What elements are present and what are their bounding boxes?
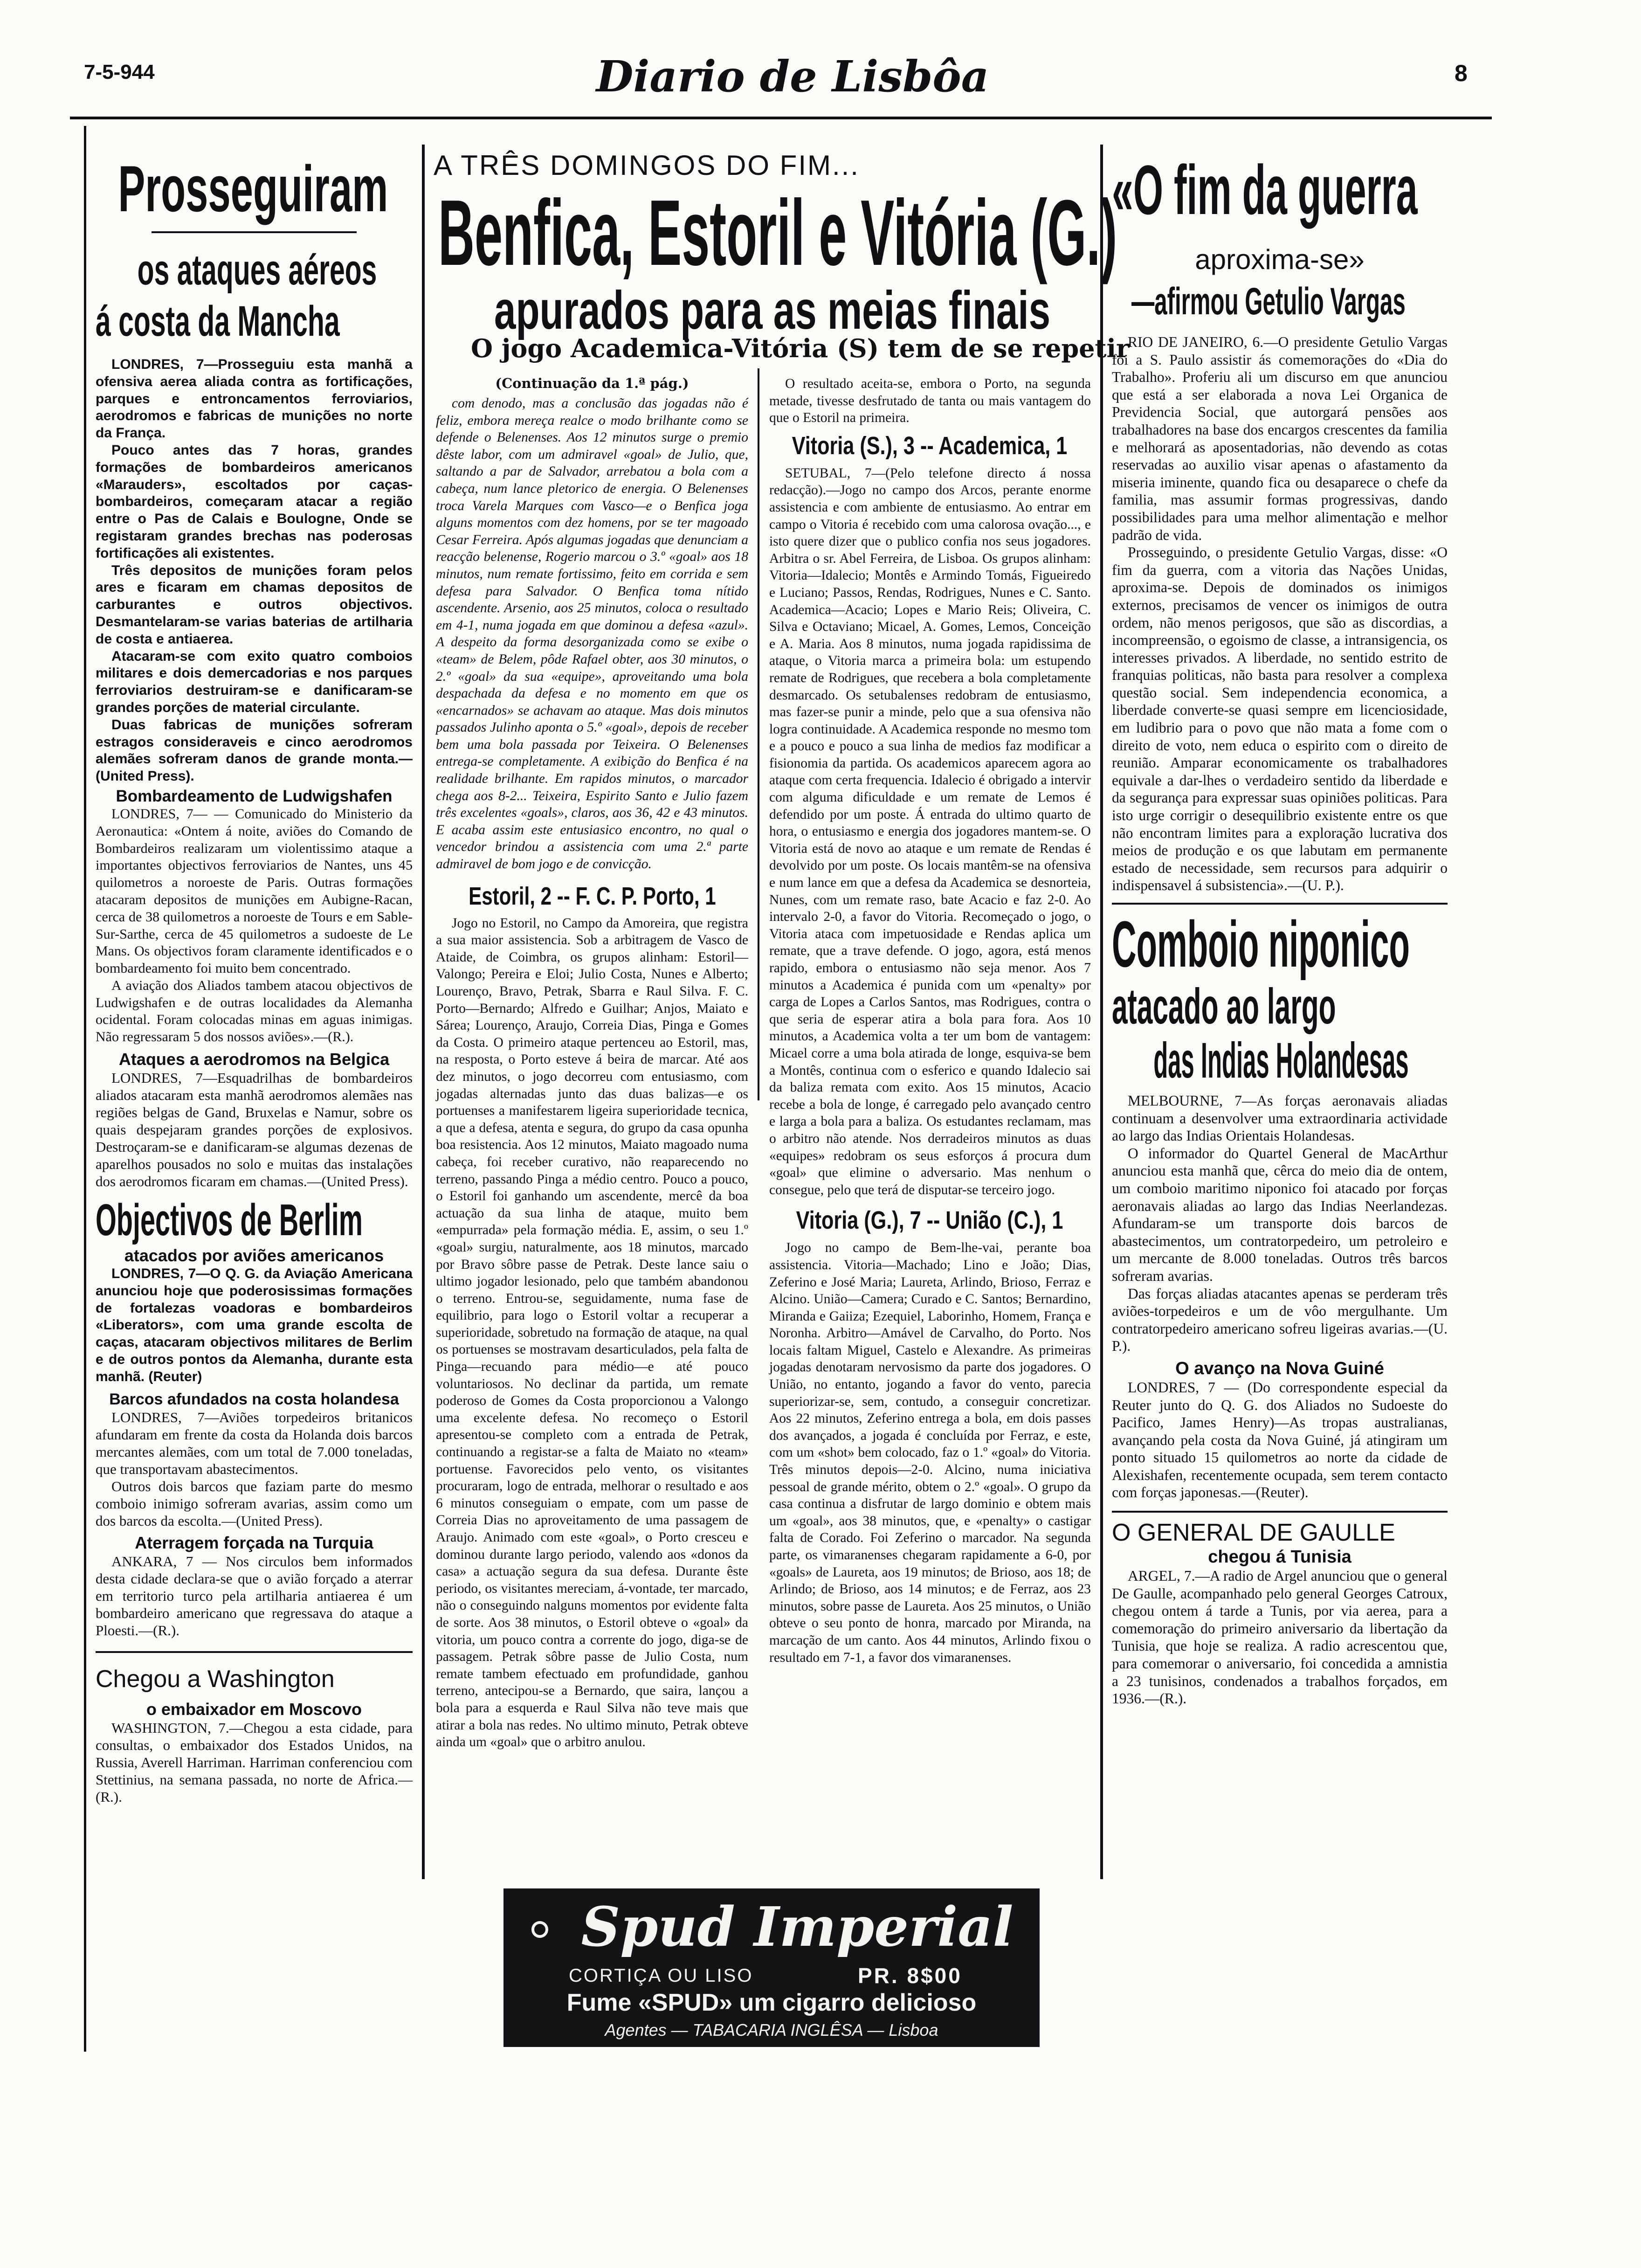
article-nova-guine <box>1112 1379 1448 1501</box>
article-comboio <box>1112 1092 1448 1355</box>
paragraph: MELBOURNE, 7—As forças aeronavais aliadas continuam a desenvolver uma extraordinaria actividade ao largo das Indias Orientais Holandesas. <box>1112 1093 1448 1144</box>
center-headline-3: O jogo Academica-Vitória (S) tem de se repetir <box>471 333 1130 363</box>
heading-nova-guine: O avanço na Nova Guiné <box>1175 1358 1384 1378</box>
masthead-title: Diario de Lisbôa <box>596 51 989 102</box>
heading-belgica: Ataques a aerodromos na Belgica <box>118 1050 390 1069</box>
article-getulio-vargas <box>1112 333 1448 894</box>
paragraph: Das forças aliadas atacantes apenas se perderam três aviões-torpedeiros e um de vôo mergulhante. Um contratorpedeiro americano sofreu ligeiras avarias.—(U. P.). <box>1112 1285 1448 1355</box>
ad-cork-line: CORTIÇA OU LISO <box>569 1965 753 1986</box>
article-belgica <box>96 1069 413 1190</box>
heading-turquia: Aterragem forçada na Turquia <box>135 1533 373 1552</box>
subheading-washington: o embaixador em Moscovo <box>146 1699 362 1719</box>
estoril-conclusion <box>769 375 1091 427</box>
article-barcos <box>96 1409 413 1529</box>
vitoria-uniao-report <box>769 1239 1091 1666</box>
ad-price: PR. 8$00 <box>858 1964 962 1988</box>
advertisement-spud <box>503 1888 1040 2047</box>
ad-agents: Agentes — TABACARIA INGLÊSA — Lisboa <box>605 2020 938 2040</box>
page-number: 8 <box>1455 60 1468 86</box>
paragraph: Duas fabricas de munições sofreram estragos consideraveis e cinco aerodromos alemães sofreram danos de grande monta.—(United Press). <box>96 717 413 784</box>
article-berlim <box>96 1265 413 1386</box>
right-column <box>1112 149 1448 1708</box>
center-headline-2: apurados para as meias finais <box>494 280 1051 340</box>
paragraph: RIO DE JANEIRO, 6.—O presidente Getulio Vargas foi a S. Paulo assistir ás comemorações do «Dia do Trabalho». Proferiu ali um discurso em que anunciou que está a ser elaborada a nova Lei Organica de Previdencia Social, que autorgará pensões aos trabalhadores na base dos encargos crescentes da familia e melhorará as aposentadorias, não devendo as cotas reservadas ao auxilio visar apenas o afastamento da miseria iminente, quando fica ou desaparece o chefe da familia, mas assumir formas progressivas, dando possibilidades para uma melhor alimentação e melhor padrão de vida. <box>1112 334 1448 543</box>
heading-washington: Chegou a Washington <box>96 1665 335 1693</box>
paragraph: O resultado aceita-se, embora o Porto, na segunda metade, tivesse desfrutado de tanta ou mais vantagem do que o Estoril na primeira. <box>769 376 1091 426</box>
article-ataques-aereos <box>96 356 413 785</box>
paragraph: O informador do Quartel General de MacArthur anunciou esta manhã que, cêrca do meio dia de ontem, um comboio maritimo niponico foi atacado por forças aeronavais aliadas ao largo das Indias Neerlandezas. Afundaram-se um transporte dois barcos de abastecimentos, um contratorpedeiro, um petroleiro e um mercante de 8.000 toneladas. Outros três barcos sofreram avarias. <box>1112 1145 1448 1284</box>
article-turquia <box>96 1553 413 1639</box>
heading-de-gaulle: O GENERAL DE GAULLE <box>1112 1519 1395 1547</box>
subheadline-ataques: os ataques aéreos <box>137 246 377 294</box>
left-column <box>96 149 413 1805</box>
continuation-note: (Continuação da 1.ª pág.) <box>495 375 689 391</box>
paragraph: SETUBAL, 7—(Pelo telefone directo á nossa redacção).—Jogo no campo dos Arcos, perante enorme assistencia e com ambiente de entusiasmo. Ao entrar em campo o Vitoria é recebido com uma calorosa ovação..., e isto quere dizer que o publico confia nos seus jogadores. Arbitra o sr. Abel Ferreira, de Lisboa. Os grupos alinham: Vitoria—Idalecio; Montês e Armindo Tomás, Figueiredo e Luciano; Passos, Rendas, Rodrigues, Nunes e C. Santo. Academica—Acacio; Lopes e Mario Reis; Oliveira, C. Silva e Octaviano; Micael, A. Gomes, Lemos, Conceição e A. Maria. Aos 8 minutos, numa jogada rapidissima de ataque, o Vitoria marca a primeira bola: um estupendo remate de Rodrigues, que recebera a bola completamente desmarcado. Os setubalenses redobram de entusiasmo, mas fazer-se punir a minde, pelo que a sua ofensiva não logra continuidade. A Academica responde no mesmo tom e a pouco e pouco a sua linha de medios faz modificar a fisionomia da partida. Os academicos aparecem agora ao ataque com certa frequencia. Idalecio é obrigado a intervir com alguma dificuldade e um remate de Lemos é defendido por um poste. Á entrada do ultimo quarto de hora, o entusiasmo e energia dos jogadores mantem-se. O Vitoria está de novo ao ataque e um remate de Rendas é devolvido por um poste. Os locais mantêm-se na ofensiva e num lance em que a defesa da Academica se desnorteia, Nunes, com um remate raso, bate Acacio e faz 2-0. Ao intervalo 2-0, a favor do Vitoria. Recomeçado o jogo, o Vitoria ataca com impetuosidade e Rendas aplica um remate, que a trave defende. O jogo, agora, está menos rapido, embora o entusiasmo não seja menor. Aos 7 minutos a Academica é punida com um «penalty» por carga de Lopes a Carlos Santos, mas Rodrigues, contra o que seria de esperar atira a bola para fora. Aos 10 minutos, a Academica volta a ter um bom de vantagem: Micael corre a uma bola atirada de longe, esquiva-se bem a Montês, continua com o esferico e quando Idalecio sai da baliza remata com exito. Aos 15 minutos, Acacio recebe a bola de longe, é carregado pelo avançado centro e larga a bola para a baliza. Os estudantes reclamam, mas o arbitro não atende. Nos derradeiros minutos as duas «equipes» redobram os seus esforços á procura dum «goal» que elimine o adversario. Mas nenhum o consegue, pelo que terá de disputar-se terceiro jogo. <box>769 465 1091 1197</box>
paragraph: LONDRES, 7 — (Do correspondente especial da Reuter junto do Q. G. dos Aliados no Sudoeste do Pacifico, James Henry)—As tropas australianas, avançando pela costa da Nova Guiné, já atingiram um ponto situado 15 quilometros ao norte da cidade de Alexishafen, recentemente ocupada, sem terem contacto com forças japonesas.—(Reuter). <box>1112 1379 1448 1501</box>
heading-estoril-porto: Estoril, 2 -- F. C. P. Porto, 1 <box>469 882 716 910</box>
paragraph: com denodo, mas a conclusão das jogadas não é feliz, embora mereça realce o modo brilhante como se defende o Belenenses. Aos 12 minutos surge o premio dêste labor, com um admiravel «goal» de Julio, que, saltando a par de Salvador, arrebatou a bola com a cabeça, num lance pletorico de energia. O Belenenses troca Varela Marques com Vasco—e o Benfica joga alguns momentos com dez homens, por se ter magoado Cesar Ferreira. Após algumas jogadas que denunciam a reacção belenense, Rogerio marcou o 3.º «goal» aos 18 minutos, num remate fortissimo, feito em corrida e sem defesa para Salvador. O Benfica toma nítido ascendente. Arsenio, aos 25 minutos, coloca o resultado em 4-1, numa jogada em que dominou a defesa «azul». A despeito da forma desorganizada como se exibe o «team» de Belem, pôde Rafael obter, aos 30 minutos, o 2.º «goal» da sua «equipe», aproveitando uma bola despachada da defesa e no momento em que os «encarnados» se achavam ao ataque. Mas dois minutos passados Julinho aponta o 5.º «goal», depois de receber bem uma bola passada por Teixeira. O Belenenses entrega-se completamente. A exibição do Benfica é na realidade brilhante. Em rapidos minutos, o marcador chega aos 8-2... Teixeira, Espirito Santo e Julio fazem três excelentes «goals», claros, aos 36, 42 e 43 minutos. E acaba assim este entusiasico encontro, no qual o vencedor brindou a assistencia com uma 2.ª parte admiravel de bom jogo e de convicção. <box>436 396 748 872</box>
heading-ludwigshafen: Bombardeamento de Ludwigshafen <box>116 787 393 805</box>
subheading-berlim: atacados por aviões americanos <box>124 1246 384 1265</box>
estoril-report <box>436 915 748 1751</box>
subheadline-mancha: á costa da Mancha <box>96 297 340 345</box>
article-ludwigshafen <box>96 806 413 1046</box>
divider <box>1112 1511 1448 1513</box>
heading-barcos: Barcos afundados na costa holandesa <box>109 1390 399 1408</box>
headline-prosseguiram: Prosseguiram <box>118 152 388 225</box>
subheadline-getulio-vargas: —afirmou Getulio Vargas <box>1131 280 1406 323</box>
headline-comboio: Comboio niponico <box>1112 907 1410 981</box>
paragraph: ANKARA, 7 — Nos circulos bem informados desta cidade declara-se que o avião forçado a aterrar em territorio turco pela artilharia antiaerea é um bombardeiro americano que regressava do ataque a Ploesti.—(R.). <box>96 1553 413 1639</box>
column-divider-3 <box>758 368 759 1100</box>
divider <box>96 1651 413 1653</box>
center-left-column <box>436 375 748 1751</box>
ad-brand: Spud Imperial <box>581 1895 1014 1959</box>
divider <box>1112 903 1448 905</box>
paragraph: LONDRES, 7—O Q. G. da Aviação Americana anunciou hoje que poderosissimas formações de fortalezas voadoras e bombardeiros «Liberators», com uma grande escolta de caças, atacaram objectivos militares de Berlim e de outros pontos da Alemanha, durante esta manhã. (Reuter) <box>96 1266 413 1384</box>
masthead-date: 7-5-944 <box>84 61 155 83</box>
center-kicker: A TRÊS DOMINGOS DO FIM... <box>434 150 860 181</box>
masthead-rule <box>70 117 1492 119</box>
paragraph: Prosseguindo, o presidente Getulio Vargas, disse: «O fim da guerra, com a vitoria das Nações Unidas, aproxima-se. Depois de dominados os inimigos externos, precisamos de vencer os inimigos de outra ordem, não menos perigosos, que são as discordias, a incompreensão, o egoismo de classe, a intransigencia, os interesses privados. A liberdade, no sentido estrito de franquias politicas, não basta para resolver a complexa questão social. Sem independencia economica, a liberdade converte-se quasi sempre em licenciosidade, em ludibrio para o povo que não mata a fome com o direito de voto, nem educa o espirito com o direito de reunião. Amparar economicamente os trabalhadores equivale a dar-lhes o verdadeiro sentido da liberdade e da segurança para expressar suas opiniões politicas. Para isto urge corrigir o desequilibrio existente entre os que não encontram limites para a exploração lucrativa dos meios de produção e os que labutam em permanente estado de necessidade, sem recursos para adquirir o indispensavel á subsistencia».—(U. P.). <box>1112 544 1448 894</box>
subheadline-atacado: atacado ao largo <box>1112 978 1336 1034</box>
heading-vitoria-uniao: Vitoria (G.), 7 -- União (C.), 1 <box>796 1206 1063 1235</box>
divider <box>152 231 357 233</box>
paragraph: Jogo no campo de Bem-lhe-vai, perante boa assistencia. Vitoria—Machado; Lino e João; Dias, Zeferino e José Maria; Laureta, Arlindo, Brioso, Ferraz e Alcino. União—Camera; Curado e C. Santos; Bernardino, Miranda e Gaiiza; Ezequiel, Laborinho, Homem, França e Noronha. Arbitro—Amável de Carvalho, do Porto. Nos locais faltam Miguel, Castelo e Alexandre. As primeiras jogadas denotaram nervosismo da parte dos jogadores. O União, no entanto, jogando a favor do vento, parecia superiorizar-se, sem, contudo, a conseguir concretizar. Aos 22 minutos, Zeferino entrega a bola, em dois passes dos avançados, a jogada é concluída por Ferraz, e este, com um «shot» bem colocado, faz o 1.º «goal» do Vitoria. Três minutos depois—2-0. Alcino, numa iniciativa pessoal de grande mérito, obtem o 2.º «goal». O grupo da casa continua a disfrutar de largo dominio e obtem mais um «goal», aos 38 minutos, que, e «penalty» o castigar falta de Corado. Foi Zeferino o marcador. Na segunda parte, os vimaranenses chegaram rapidamente a 6-0, por «goals» de Laureta, aos 19 minutos; de Brioso, aos 18; de Arlindo; de Brioso, aos 14 minutos; e de Ferraz, aos 23 minutos, sobre passe de Laureta. Aos 25 minutos, o União obteve o seu ponto de honra, marcado por Miranda, na marcação de um canto. Aos 44 minutos, Arlindo fixou o resultado em 7-1, a favor dos vimaranenses. <box>769 1240 1091 1665</box>
paragraph: Outros dois barcos que faziam parte do mesmo comboio inimigo sofreram avarias, assim como um dos barcos da escolta.—(United Press). <box>96 1478 413 1529</box>
subheadline-indias: das Indias Holandesas <box>1153 1032 1409 1088</box>
heading-berlim: Objectivos de Berlim <box>96 1195 363 1245</box>
subheadline-aproxima: aproxima-se» <box>1195 244 1365 275</box>
vitoria-academica-report <box>769 465 1091 1199</box>
center-headline: Benfica, Estoril e Vitória (G.) <box>438 181 1117 285</box>
paragraph: Atacaram-se com exito quatro comboios militares e dois demercadorias e nos parques ferroviarios destruiram-se e danificaram-se grandes porções de material circulante. <box>96 648 413 715</box>
article-de-gaulle <box>1112 1567 1448 1708</box>
paragraph: LONDRES, 7—Prosseguiu esta manhã a ofensiva aerea aliada contra as fortificações, parques e entroncamentos ferroviarios, aerodromos e fabricas de munições no norte da França. <box>96 357 413 441</box>
subheading-tunisia: chegou á Tunisia <box>1208 1547 1351 1567</box>
center-right-column <box>769 375 1091 1666</box>
paragraph: Pouco antes das 7 horas, grandes formações de bombardeiros americanos «Marauders», escoltados por caças-bombardeiros, começaram atacar a região entre o Pas de Calais e Boulogne, Onde se registaram grandes brechas nas poderosas fortificações ali existentes. <box>96 442 413 561</box>
paragraph: LONDRES, 7—Aviões torpedeiros britanicos afundaram em frente da costa da Holanda dois barcos mercantes alemães, com um total de 7.000 toneladas, que transportavam abastecimentos. <box>96 1409 413 1477</box>
paragraph: WASHINGTON, 7.—Chegou a esta cidade, para consultas, o embaixador dos Estados Unidos, na Russia, Averell Harriman. Harriman conferenciou com Stettinius, na semana passada, no norte de Africa.—(R.). <box>96 1719 413 1805</box>
column-divider-1 <box>422 145 425 1879</box>
headline-fim-da-guerra: «O fim da guerra <box>1112 151 1418 229</box>
ad-bullet-icon <box>531 1921 548 1938</box>
paragraph: ARGEL, 7.—A radio de Argel anunciou que o general De Gaulle, acompanhado pelo general Georges Catroux, chegou ontem á tarde a Tunis, por via aerea, para a comemoração do primeiro aniversario da libertação da Tunisia, que hoje se realiza. A radio acrescentou que, para comemorar o aniversario, foi concedida a amnistia a 23 tunisinos, condenados a trabalhos forçados, em 1936.—(R.). <box>1112 1568 1448 1707</box>
paragraph: Três depositos de munições foram pelos ares e ficaram em chamas depositos de carburantes e outros objectivos. Desmantelaram-se varias baterias de artilharia de costa e antiaerea. <box>96 562 413 647</box>
left-border <box>84 126 86 2052</box>
paragraph: LONDRES, 7— — Comunicado do Ministerio da Aeronautica: «Ontem á noite, aviões do Comando de Bombardeiros realizaram um violentissimo ataque a importantes objectivos ferroviarios de Nantes, uns 45 quilometros a noroeste de Paris. Outras formações atacaram depositos de munições em Aubigne-Racan, cerca de 38 quilometros a noroeste de Tours e em Sable-Sur-Sarthe, cerca de 45 quilometros a sudoeste de Le Mans. Os objectivos foram claramente identificados e o bombardeamento foi muito bem concentrado. <box>96 806 413 976</box>
article-washington <box>96 1719 413 1805</box>
paragraph: LONDRES, 7—Esquadrilhas de bombardeiros aliados atacaram esta manhã aerodromos alemães nas regiões belgas de Gand, Bruxelas e Namur, sobre os quais despejaram grandes porções de explosivos. Destroçaram-se e danificaram-se algumas dezenas de aparelhos pousados no solo e muitas das instalações dos aerodromos ficaram em chamas.—(United Press). <box>96 1070 413 1190</box>
column-divider-2 <box>1100 145 1103 1879</box>
ad-slogan: Fume «SPUD» um cigarro delicioso <box>566 1989 977 2016</box>
heading-vitoria-academica: Vitoria (S.), 3 -- Academica, 1 <box>792 431 1068 460</box>
paragraph: A aviação dos Aliados tambem atacou objectivos de Ludwigshafen e de outras localidades da Alemanha ocidental. Foram colocadas minas em aguas inimigas. Não regressaram 5 dos nossos aviões».—(R.). <box>96 977 413 1045</box>
benfica-report <box>436 395 748 873</box>
paragraph: Jogo no Estoril, no Campo da Amoreira, que registra a sua maior assistencia. Sob a arbitragem de Vasco de Ataide, de Coimbra, os grupos alinham: Estoril—Valongo; Pereira e Eloi; Julio Costa, Nunes e Alberto; Lourenço, Bravo, Petrak, Sbarra e Raul Silva. F. C. Porto—Bernardo; Alfredo e Guilhar; Anjos, Maiato e Sárea; Lourenço, Araujo, Correia Dias, Pinga e Gomes da Costa. O primeiro ataque pertenceu ao Estoril, mas, na resposta, o Porto esteve á beira de marcar. Até aos dez minutos, o jogo decorreu com entusiasmo, com jogadas alternadas junto das duas balizas—e os portuenses a manifestarem ligeira superioridade tecnica, a que a defesa, atenta e segura, do grupo da casa opunha boa resistencia. Aos 12 minutos, Maiato magoado numa cabeça, foi receber curativo, não reaparecendo no terreno, passando Pinga a médio centro. Pouco a pouco, o Estoril foi ganhando um ascendente, mercê da boa actuação da sua linha de ataque, muito bem «empurrada» pela formação média. E, assim, o seu 1.º «goal» surgiu, naturalmente, aos 18 minutos, marcado por Bravo sôbre passe de Petrak. Deste lance saiu o ultimo jogador lesionado, pelo que também abandonou o terreno. Entrou-se, seguidamente, numa fase de equilibrio, para logo o Estoril voltar a recuperar a superioridade, sobretudo na formação de ataque, na qual os portuenses se mostravam desarticulados, pela falta de Pinga—recuando para médio—e até pouco voluntariosos. No declinar da partida, um remate poderoso de Gomes da Costa proporcionou a Valongo uma excelente defesa. No recomeço o Estoril apresentou-se completo com a entrada de Petrak, continuando a registar-se a falta de Maiato no «team» portuense. Favorecidos pelo vento, os visitantes procuraram, logo de entrada, melhorar o resultado e aos 6 minutos conseguiam o empate, com um passe de Correia Dias no aproveitamento de uma passagem de Araujo. Animado com este «goal», o Porto cresceu e dominou durante largo periodo, valendo aos «donos da casa» a actuação segura da sua defesa. Durante êste periodo, os visitantes mereciam, á-vontade, ter marcado, não o conseguindo nalguns momentos por evidente falta de sorte. Aos 38 minutos, o Estoril obteve o «goal» da vitoria, um pouco contra a corrente do jogo, diga-se de passagem. Petrak sôbre passe de Julio Costa, num remate tambem efectuado em profundidade, ganhou terreno, antecipou-se a Bernardo, que saira, lançou a bola para a esquerda e Raul Silva não teve mais que atirar a bola nas redes. No ultimo minuto, Petrak obteve ainda um «goal» que o arbitro anulou. <box>436 915 748 1750</box>
